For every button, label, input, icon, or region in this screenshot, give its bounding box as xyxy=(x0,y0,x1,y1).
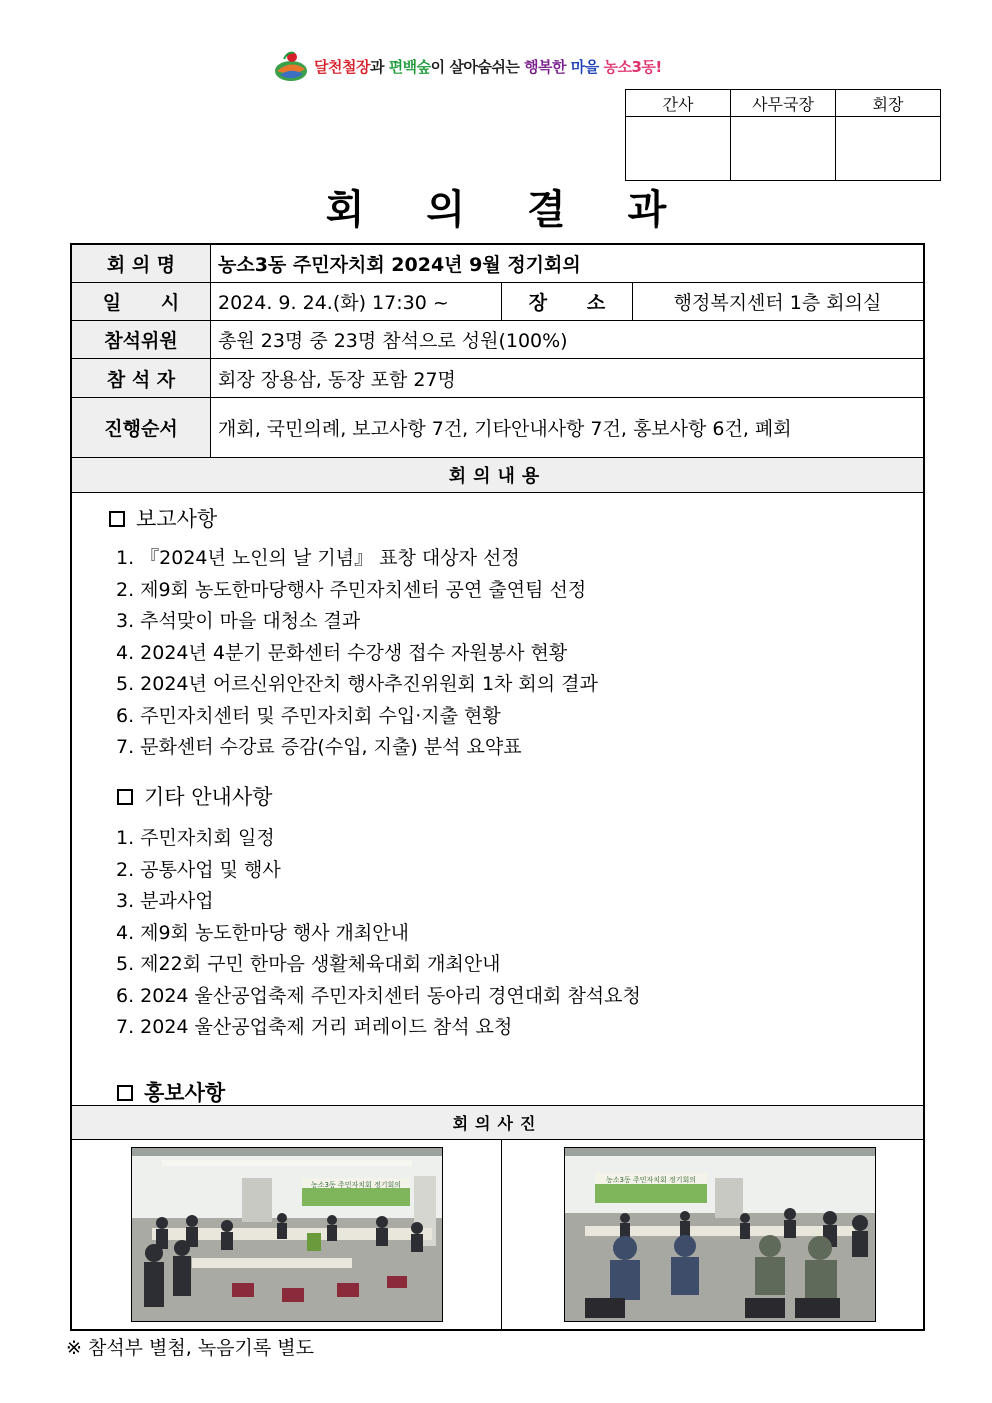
value-members: 총원 23명 중 23명 참석으로 성원(100%) xyxy=(218,330,568,352)
list-item: 1. 『2024년 노인의 날 기념』 표창 대상자 선정 xyxy=(116,547,520,569)
approval-header: 간사 xyxy=(626,90,731,117)
notice-list xyxy=(116,823,641,1044)
checkbox-icon xyxy=(117,1085,133,1101)
list-item: 3. 추석맞이 마을 대청소 결과 xyxy=(116,610,361,632)
notice-heading-text: 기타 안내사항 xyxy=(144,785,273,809)
promo-heading xyxy=(117,1077,225,1107)
photo-header: 회의사진 xyxy=(72,1105,923,1140)
list-item: 2. 제9회 농도한마당행사 주민자치센터 공연 출연팀 선정 xyxy=(116,578,587,601)
label-place: 장 소 xyxy=(501,283,633,320)
label-agenda: 진행순서 xyxy=(72,398,211,457)
meeting-photo-2-image xyxy=(565,1148,875,1321)
slogan-part: 과 xyxy=(369,57,389,76)
meeting-photo-1 xyxy=(131,1147,443,1322)
footnote: ※ 참석부 별첨, 녹음기록 별도 xyxy=(66,1337,315,1359)
slogan-part: 편백숲 xyxy=(388,57,431,76)
slogan-part: 농소3동! xyxy=(603,57,662,76)
row-members xyxy=(72,321,923,359)
slogan-text xyxy=(314,56,662,77)
list-item: 5. 2024년 어르신위안잔치 행사추진위원회 1차 회의 결과 xyxy=(116,673,598,695)
slogan-part: 달천철장 xyxy=(314,57,370,76)
meeting-result-table xyxy=(70,243,925,1331)
list-item: 6. 2024 울산공업축제 주민자치센터 동아리 경연대회 참석요청 xyxy=(116,984,641,1007)
promo-heading-text: 홍보사항 xyxy=(144,1081,226,1105)
list-item: 4. 2024년 4분기 문화센터 수강생 접수 자원봉사 현황 xyxy=(116,641,568,664)
value-attendees: 회장 장용삼, 동장 포함 27명 xyxy=(218,368,456,391)
list-item: 7. 2024 울산공업축제 거리 퍼레이드 참석 요청 xyxy=(116,1016,513,1038)
approval-header: 회장 xyxy=(836,90,941,117)
value-place: 행정복지센터 1층 회의실 xyxy=(673,292,882,314)
list-item: 6. 주민자치센터 및 주민자치회 수입·지출 현황 xyxy=(116,704,501,727)
report-heading xyxy=(109,503,217,533)
photo-1-banner-text: 농소3동 주민자치회 정기회의 xyxy=(310,1181,402,1189)
slogan-part: 이 살아숨쉬는 xyxy=(430,57,525,76)
label-meeting-name: 회 의 명 xyxy=(72,245,211,282)
value-datetime: 2024. 9. 24.(화) 17:30 ~ xyxy=(218,292,449,314)
row-attendees xyxy=(72,359,923,398)
value-meeting-name: 농소3동 주민자치회 2024년 9월 정기회의 xyxy=(218,254,581,276)
list-item: 4. 제9회 농도한마당 행사 개최안내 xyxy=(116,921,409,944)
slogan-part: 마을 xyxy=(566,57,604,76)
row-agenda xyxy=(72,398,923,458)
list-item: 2. 공통사업 및 행사 xyxy=(116,858,281,881)
label-datetime: 일 시 xyxy=(72,283,211,320)
label-attendees: 참 석 자 xyxy=(72,359,211,397)
signature-box[interactable] xyxy=(731,117,836,181)
signature-box[interactable] xyxy=(626,117,731,181)
photo-divider xyxy=(501,1140,502,1329)
notice-heading xyxy=(117,781,272,811)
approval-header: 사무국장 xyxy=(731,90,836,117)
slogan-part: 행복한 xyxy=(524,57,567,76)
value-agenda: 개회, 국민의례, 보고사항 7건, 기타안내사항 7건, 홍보사항 6건, 폐회 xyxy=(218,418,792,440)
checkbox-icon xyxy=(117,789,133,805)
list-item: 1. 주민자치회 일정 xyxy=(116,827,275,849)
content-header: 회의내용 xyxy=(72,458,923,493)
report-heading-text: 보고사항 xyxy=(136,507,218,531)
slogan-banner xyxy=(272,48,662,84)
photo-2-banner-text: 농소3동 주민자치회 정기회의 xyxy=(605,1176,697,1184)
meeting-photo-1-image xyxy=(132,1148,442,1321)
list-item: 5. 제22회 구민 한마음 생활체육대회 개최안내 xyxy=(116,953,501,975)
approval-table xyxy=(625,89,941,181)
label-members: 참석위원 xyxy=(72,321,211,358)
photo-section xyxy=(72,1140,923,1329)
page-title: 회의결과 xyxy=(325,186,729,233)
list-item: 3. 분과사업 xyxy=(116,890,214,912)
checkbox-icon xyxy=(109,511,125,527)
row-datetime xyxy=(72,283,923,321)
logo-icon xyxy=(272,49,310,83)
report-list xyxy=(116,543,598,764)
signature-box[interactable] xyxy=(836,117,941,181)
meeting-photo-2 xyxy=(564,1147,876,1322)
row-meeting-name xyxy=(72,245,923,283)
list-item: 7. 문화센터 수강료 증감(수입, 지출) 분석 요약표 xyxy=(116,736,522,758)
